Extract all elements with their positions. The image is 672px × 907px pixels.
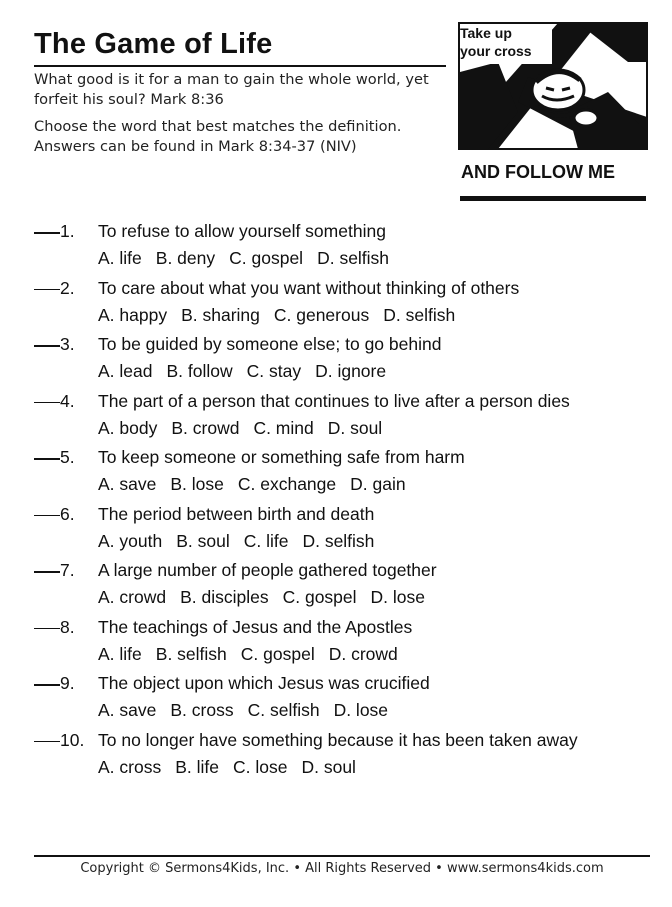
footer-divider [34,855,650,857]
answer-options [98,585,425,609]
answer-options [98,529,374,553]
question-definition: To no longer have something because it has been taken away [98,729,578,750]
question-item [34,558,644,615]
question-number: 8. [60,616,75,637]
question-number: 4. [60,390,75,411]
page-title: The Game of Life [34,28,273,60]
answer-option[interactable]: A. save [98,700,157,720]
answer-options [98,416,382,440]
question-definition: To keep someone or something safe from harm [98,447,465,467]
question-number: 10. [60,729,85,750]
question-number: 2. [60,277,75,298]
answer-option[interactable]: B. cross [170,700,234,720]
question-list [34,219,644,784]
answer-options [98,246,389,270]
artwork-caption-bottom: AND FOLLOW ME [461,162,615,182]
question-number: 3. [60,334,75,354]
question-item [34,389,644,446]
answer-option[interactable]: D. crowd [328,643,398,664]
answer-option[interactable]: C. selfish [247,700,320,720]
answer-option[interactable]: D. selfish [317,248,390,268]
question-item [34,728,644,785]
answer-option[interactable]: D. soul [301,756,356,777]
answer-option[interactable]: B. life [175,756,219,777]
answer-option[interactable]: C. exchange [237,474,337,494]
question-definition: To refuse to allow yourself something [98,221,386,241]
answer-options [98,698,388,722]
question-number: 6. [60,503,75,524]
scripture-verse: What good is it for a man to gain the whole world, yet forfeit his soul? Mark 8:36 [34,71,429,108]
answer-option[interactable]: C. stay [246,361,302,381]
question-item [34,276,644,333]
answer-options [98,303,455,327]
question-number: 5. [60,447,75,467]
answer-option[interactable]: B. crowd [171,417,240,438]
answer-option[interactable]: C. lose [233,756,288,777]
take-up-your-cross-artwork [458,22,648,204]
answer-option[interactable]: C. gospel [240,643,315,664]
answer-blank[interactable] [34,741,60,743]
answer-option[interactable]: A. cross [98,756,162,777]
question-definition: To be guided by someone else; to go behind [98,334,442,354]
answer-option[interactable]: C. gospel [282,587,357,607]
answer-option[interactable]: D. selfish [302,530,375,551]
answer-option[interactable]: D. lose [370,587,425,607]
answer-option[interactable]: A. life [98,248,142,268]
answer-blank[interactable] [34,458,60,460]
answer-option[interactable]: D. ignore [315,361,387,381]
question-item [34,502,644,559]
artwork-caption-top: Take up your cross [460,25,532,59]
answer-option[interactable]: B. lose [170,474,224,494]
question-definition: The object upon which Jesus was crucified [98,673,430,693]
answer-blank[interactable] [34,402,60,404]
question-definition: The period between birth and death [98,503,375,524]
answer-options [98,642,398,666]
answer-options [98,755,356,779]
answer-option[interactable]: A. life [98,643,142,664]
answer-option[interactable]: D. lose [333,700,389,720]
answer-options [98,359,386,383]
question-number: 1. [60,221,75,241]
answer-options [98,472,406,496]
answer-option[interactable]: A. crowd [98,587,167,607]
answer-option[interactable]: A. happy [98,304,168,325]
answer-blank[interactable] [34,571,60,573]
answer-option[interactable]: A. youth [98,530,163,551]
question-definition: A large number of people gathered together [98,560,437,580]
answer-option[interactable]: C. life [243,530,289,551]
answer-option[interactable]: D. selfish [383,304,456,325]
question-number: 9. [60,673,75,693]
answer-option[interactable]: C. generous [273,304,370,325]
answer-option[interactable]: A. body [98,417,158,438]
question-definition: The teachings of Jesus and the Apostles [98,616,413,637]
answer-blank[interactable] [34,289,60,291]
answer-option[interactable]: A. lead [98,361,153,381]
answer-blank[interactable] [34,684,60,686]
question-item [34,671,644,728]
answer-blank[interactable] [34,345,60,347]
question-item [34,219,644,276]
answer-option[interactable]: D. soul [327,417,383,438]
question-item [34,445,644,502]
artwork-divider [460,196,646,201]
answer-option[interactable]: B. selfish [155,643,227,664]
answer-blank[interactable] [34,232,60,234]
answer-option[interactable]: C. mind [253,417,314,438]
question-definition: The part of a person that continues to live after a person dies [98,390,570,411]
answer-option[interactable]: B. disciples [180,587,269,607]
answer-blank[interactable] [34,628,60,630]
question-definition: To care about what you want without thinking of others [98,277,520,298]
answer-option[interactable]: D. gain [350,474,406,494]
answer-option[interactable]: B. soul [176,530,230,551]
copyright-footer: Copyright © Sermons4Kids, Inc. • All Rights Reserved • www.sermons4kids.com [80,861,604,876]
answer-option[interactable]: A. save [98,474,157,494]
question-number: 7. [60,560,75,580]
question-item [34,615,644,672]
answer-option[interactable]: C. gospel [229,248,304,268]
question-item [34,332,644,389]
instructions-text: Choose the word that best matches the definition. Answers can be found in Mark 8:34-37 (NIV) [34,118,402,155]
answer-option[interactable]: B. follow [166,361,233,381]
answer-option[interactable]: B. deny [155,248,216,268]
answer-option[interactable]: B. sharing [181,304,260,325]
answer-blank[interactable] [34,515,60,517]
title-divider [34,65,446,67]
